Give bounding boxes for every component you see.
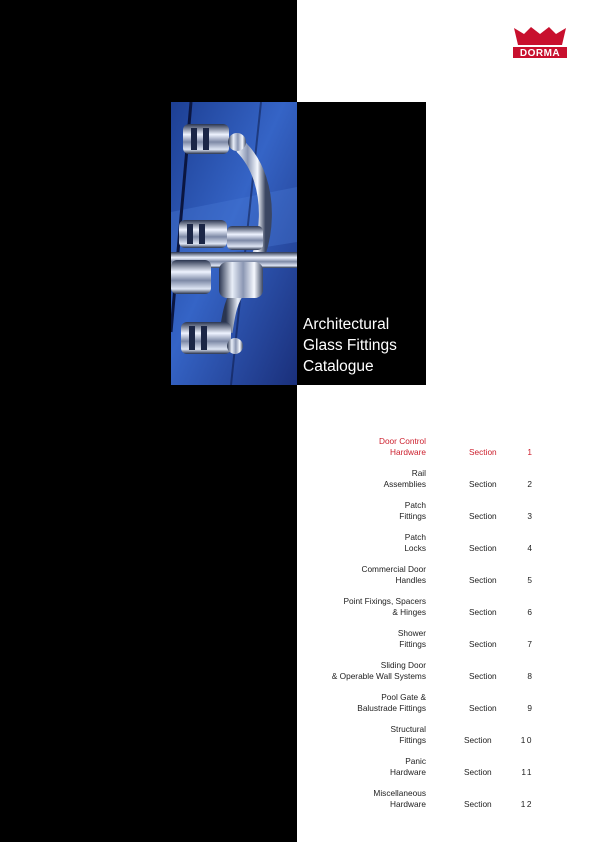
toc-item[interactable] — [297, 788, 595, 818]
toc-section-label: Section — [469, 703, 497, 713]
toc-section-label: Section — [469, 543, 497, 553]
toc-item[interactable] — [297, 596, 595, 626]
toc-section-label: Section — [469, 639, 497, 649]
toc-section-number: 3 — [527, 511, 532, 521]
toc-item[interactable] — [297, 692, 595, 722]
toc-section-label: Section — [464, 799, 492, 809]
title-line: Catalogue — [303, 358, 374, 375]
title-line: Architectural — [303, 316, 390, 333]
toc-section-number: 8 — [527, 671, 532, 681]
toc-item[interactable] — [297, 468, 595, 498]
toc-item[interactable] — [297, 660, 595, 690]
cover-title-box — [297, 102, 426, 385]
cover-title — [303, 314, 397, 377]
toc-section-label: Section — [464, 735, 492, 745]
toc-section-number: 12 — [520, 799, 533, 809]
toc-section-number: 4 — [527, 543, 532, 553]
toc-section-number: 5 — [527, 575, 532, 585]
toc-section-number: 10 — [520, 735, 533, 745]
toc-section-number: 9 — [527, 703, 532, 713]
toc-item-title: Patch Locks — [404, 532, 426, 553]
toc-item[interactable] — [297, 436, 595, 466]
toc-section-label: Section — [469, 575, 497, 585]
toc-item[interactable] — [297, 756, 595, 786]
toc-section-label: Section — [469, 607, 497, 617]
svg-text:DORMA: DORMA — [519, 48, 561, 59]
toc-item-title: Shower Fittings — [397, 628, 426, 649]
dorma-logo — [512, 24, 568, 60]
toc-section-number: 11 — [521, 767, 533, 777]
title-line: Glass Fittings — [303, 337, 397, 354]
toc-item-title: Point Fixings, Spacers & Hinges — [343, 596, 426, 617]
hero-photo — [171, 102, 297, 385]
toc-item-title: Patch Fittings — [399, 500, 426, 521]
toc-item-title: Rail Assemblies — [383, 468, 426, 489]
toc-section-number: 7 — [527, 639, 532, 649]
toc-section-label: Section — [469, 511, 497, 521]
toc-section-number: 2 — [527, 479, 532, 489]
toc-item[interactable] — [297, 564, 595, 594]
toc-item-title: Door Control Hardware — [378, 436, 426, 457]
toc-item[interactable] — [297, 532, 595, 562]
toc-item[interactable] — [297, 628, 595, 658]
toc-section-number: 1 — [527, 447, 532, 457]
toc-section-label: Section — [469, 447, 497, 457]
toc-section-label: Section — [469, 671, 497, 681]
toc-item-title: Miscellaneous Hardware — [373, 788, 426, 809]
toc-item-title: Structural Fittings — [390, 724, 426, 745]
toc-item-title: Pool Gate & Balustrade Fittings — [357, 692, 426, 713]
toc-item[interactable] — [297, 724, 595, 754]
toc-item[interactable] — [297, 500, 595, 530]
toc-item-title: Commercial Door Handles — [361, 564, 426, 585]
toc-item-title: Panic Hardware — [390, 756, 426, 777]
toc-section-label: Section — [469, 479, 497, 489]
toc-item-title: Sliding Door & Operable Wall Systems — [331, 660, 426, 681]
toc-section-number: 6 — [527, 607, 532, 617]
toc-section-label: Section — [464, 767, 492, 777]
